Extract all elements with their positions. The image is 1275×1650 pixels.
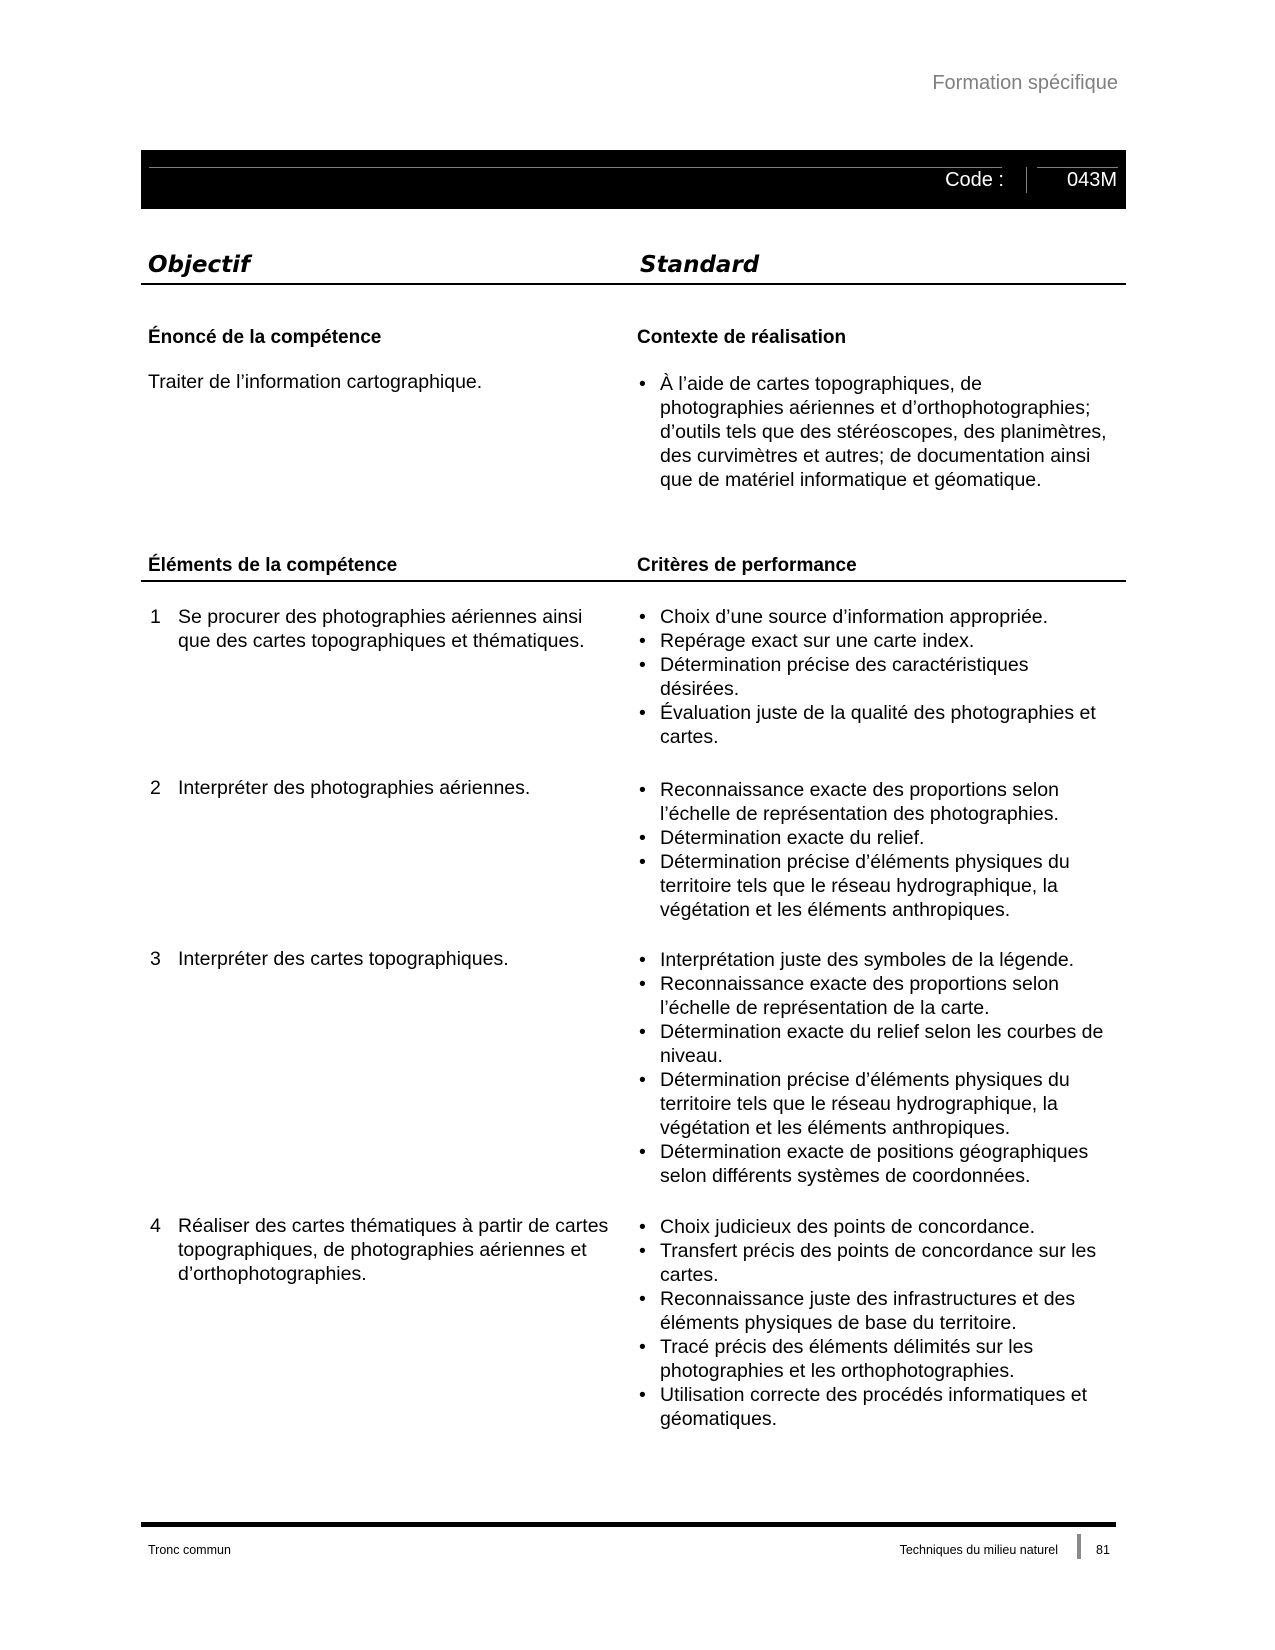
criterion: • Transfert précis des points de concordance sur les cartes.	[637, 1239, 1107, 1287]
criterion: • Reconnaissance exacte des proportions selon l’échelle de représentation des photographies.	[637, 778, 1107, 826]
code-bar	[141, 150, 1126, 209]
objectif-heading: Objectif	[148, 252, 251, 278]
element-text: Interpréter des photographies aériennes.	[178, 777, 531, 799]
footer-left: Tronc commun	[148, 1543, 231, 1557]
criterion: • Reconnaissance juste des infrastructures et des éléments physiques de base du territoire.	[637, 1287, 1107, 1335]
criterion: • Choix judicieux des points de concordance.	[637, 1215, 1107, 1239]
enonce-text: Traiter de l’information cartographique.	[148, 371, 483, 393]
footer-rule	[141, 1522, 1116, 1527]
element-2	[150, 776, 620, 800]
footer-right: Techniques du milieu naturel	[899, 1543, 1058, 1557]
criterion: • Évaluation juste de la qualité des photographies et cartes.	[637, 701, 1107, 749]
element-1	[150, 605, 620, 653]
running-head: Formation spécifique	[932, 72, 1118, 94]
element-4	[150, 1214, 620, 1286]
header-rule	[141, 283, 1126, 285]
element-number: 2	[150, 777, 161, 799]
element-text: Réaliser des cartes thématiques à partir de cartes topographiques, de photographies aériennes et d’orthophotographies.	[178, 1215, 609, 1285]
element-text: Se procurer des photographies aériennes ainsi que des cartes topographiques et thématiques.	[178, 606, 585, 652]
code-bar-divider	[1026, 167, 1027, 193]
elements-heading: Éléments de la compétence	[148, 555, 398, 576]
criterion: • Choix d’une source d’information appropriée.	[637, 605, 1107, 629]
criterion: • Tracé précis des éléments délimités sur les photographies et les orthophotographies.	[637, 1335, 1107, 1383]
criterion: • Détermination exacte de positions géographiques selon différents systèmes de coordonnées.	[637, 1140, 1107, 1188]
criterion: • Reconnaissance exacte des proportions selon l’échelle de représentation de la carte.	[637, 972, 1107, 1020]
criterion: • Repérage exact sur une carte index.	[637, 629, 1107, 653]
criterion: • Détermination précise des caractéristiques désirées.	[637, 653, 1107, 701]
element-number: 4	[150, 1215, 161, 1237]
enonce-heading: Énoncé de la compétence	[148, 327, 382, 348]
code-bar-rule	[149, 167, 1002, 168]
criterion: • Détermination exacte du relief.	[637, 826, 1107, 850]
standard-heading: Standard	[640, 252, 760, 278]
contexte-heading: Contexte de réalisation	[637, 327, 847, 348]
footer-divider	[1077, 1534, 1081, 1559]
criteria-list-1	[637, 605, 1107, 749]
contexte-item: • À l’aide de cartes topographiques, de photographies aériennes et d’orthophotographies; d’outils tels que des stéréoscopes, des planimètres, des curvimètres et autres; de documentation ainsi que de matériel informatique et géomatique.	[637, 372, 1107, 492]
contexte-list	[637, 372, 1107, 492]
element-number: 1	[150, 606, 161, 628]
criteres-heading: Critères de performance	[637, 555, 857, 576]
criteria-list-3	[637, 948, 1107, 1188]
criterion: • Détermination précise d’éléments physiques du territoire tels que le réseau hydrographique, la végétation et les éléments anthropiques.	[637, 1068, 1107, 1140]
code-value: 043M	[1066, 169, 1117, 191]
page-number: 81	[1096, 1543, 1110, 1557]
element-text: Interpréter des cartes topographiques.	[178, 948, 509, 970]
criteria-list-2	[637, 778, 1107, 922]
code-label: Code :	[945, 169, 1004, 191]
element-number: 3	[150, 948, 161, 970]
criterion: • Détermination exacte du relief selon les courbes de niveau.	[637, 1020, 1107, 1068]
element-3	[150, 947, 620, 971]
elements-rule	[141, 580, 1126, 582]
criterion: • Utilisation correcte des procédés informatiques et géomatiques.	[637, 1383, 1107, 1431]
criterion: • Détermination précise d’éléments physiques du territoire tels que le réseau hydrographique, la végétation et les éléments anthropiques.	[637, 850, 1107, 922]
criteria-list-4	[637, 1215, 1107, 1431]
criterion: • Interprétation juste des symboles de la légende.	[637, 948, 1107, 972]
code-bar-rule-right	[1037, 167, 1118, 168]
